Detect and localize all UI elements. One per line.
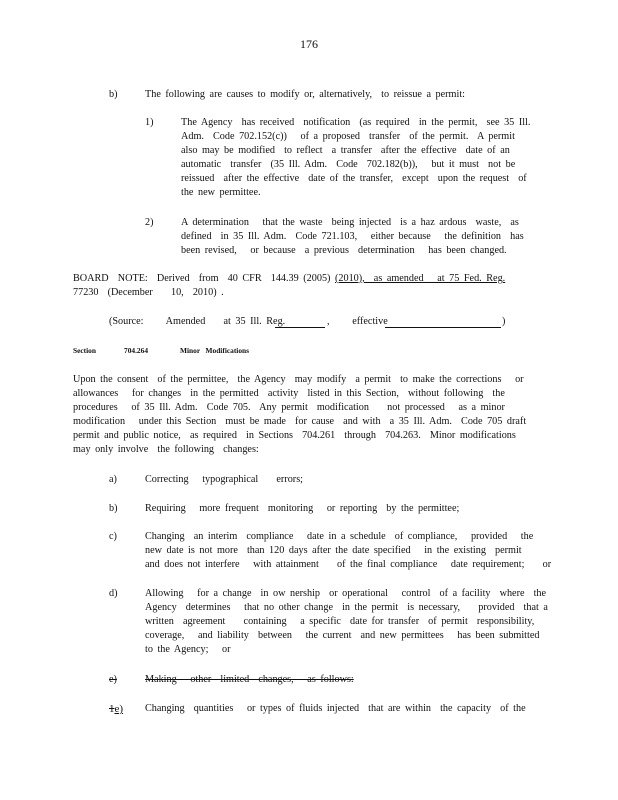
body-line: permit and public notice, as required in Sections 704.261 through 704.263. Minor modifications <box>73 430 516 441</box>
list-item-line: to the Agency; or <box>145 644 231 655</box>
list-marker: d) <box>109 588 118 599</box>
section-title: Minor Modifications <box>180 346 250 355</box>
body-line: procedures of 35 Ill. Adm. Code 705. Any permit modification not processed as a minor <box>73 402 505 413</box>
b-intro-text: The following are causes to modify or, alternatively, to reissue a permit: <box>145 89 465 100</box>
section-number: 704.264 <box>124 346 149 355</box>
item2-marker: 2) <box>145 217 154 228</box>
source-text: (Source: Amended at 35 Ill. Reg. <box>109 316 286 327</box>
list-item-line: new date is not more than 120 days after the date specified in the existing permit <box>145 545 522 556</box>
board-note-line2: 77230 (December 10, 2010) . <box>73 287 224 298</box>
item2-line: been revised, or because a previous determination has been changed. <box>181 245 507 256</box>
last-item-marker <box>109 702 123 716</box>
list-item-line: coverage, and liability between the current and new permittees has been submitted <box>145 630 540 641</box>
body-line: allowances for changes in the permitted activity listed in this Section, without following the <box>73 388 505 399</box>
struck-item-text: Making other limited changes, as follows: <box>145 674 354 685</box>
board-note-inserted: (2010), as amended at 75 Fed. Reg. <box>335 273 506 284</box>
list-item-line: Allowing for a change in ow nership or operational control of a facility where the <box>145 588 547 599</box>
board-note-line1 <box>73 272 505 286</box>
new-marker: e) <box>114 703 124 715</box>
item1-line: also may be modified to reflect a transfer after the effective date of an <box>181 145 510 156</box>
effective-blank <box>385 317 501 328</box>
list-item-line: Changing an interim compliance date in a schedule of compliance, provided the <box>145 531 534 542</box>
old-marker: 1 <box>109 703 115 715</box>
body-line: modification under this Section must be made for cause and with a 35 Ill. Adm. Code 705 draft <box>73 416 527 427</box>
reg-blank <box>275 317 325 328</box>
page-number: 176 <box>300 37 318 51</box>
list-marker: b) <box>109 503 118 514</box>
item1-line: reissued after the effective date of the transfer, except upon the request of <box>181 173 527 184</box>
list-item-line: Correcting typographical errors; <box>145 474 303 485</box>
item1-line: Adm. Code 702.152(c)) of a proposed transfer of the permit. A permit <box>181 131 515 142</box>
list-item-line: and does not interfere with attainment of the final compliance date requirement; or <box>145 559 552 570</box>
item1-line: automatic transfer (35 Ill. Adm. Code 702.182(b)), but it must not be <box>181 159 516 170</box>
list-marker: a) <box>109 474 117 485</box>
list-marker: c) <box>109 531 117 542</box>
last-item-text: Changing quantities or types of fluids injected that are within the capacity of the <box>145 703 526 714</box>
item1-marker: 1) <box>145 117 154 128</box>
body-line: may only involve the following changes: <box>73 444 259 455</box>
item1-line: The Agency has received notification (as required in the permit, see 35 Ill. <box>181 117 531 128</box>
item1-line: the new permittee. <box>181 187 261 198</box>
body-line: Upon the consent of the permittee, the Agency may modify a permit to make the corrections or <box>73 374 524 385</box>
list-item-line: Requiring more frequent monitoring or reporting by the permittee; <box>145 503 460 514</box>
struck-marker: e) <box>109 674 117 685</box>
list-item-line: Agency determines that no other change in the permit is necessary, provided that a <box>145 602 548 613</box>
item2-line: A determination that the waste being injected is a haz ardous waste, as <box>181 217 519 228</box>
effective-label: , effective <box>327 316 388 327</box>
board-note-plain: BOARD NOTE: Derived from 40 CFR 144.39 (2005) <box>73 273 335 284</box>
list-item-line: written agreement containing a specific date for transfer of permit responsibility, <box>145 616 535 627</box>
source-closing: ) <box>502 316 506 327</box>
section-label: Section <box>73 346 96 355</box>
b-marker: b) <box>109 89 118 100</box>
item2-line: defined in 35 Ill. Adm. Code 721.103, either because the definition has <box>181 231 524 242</box>
